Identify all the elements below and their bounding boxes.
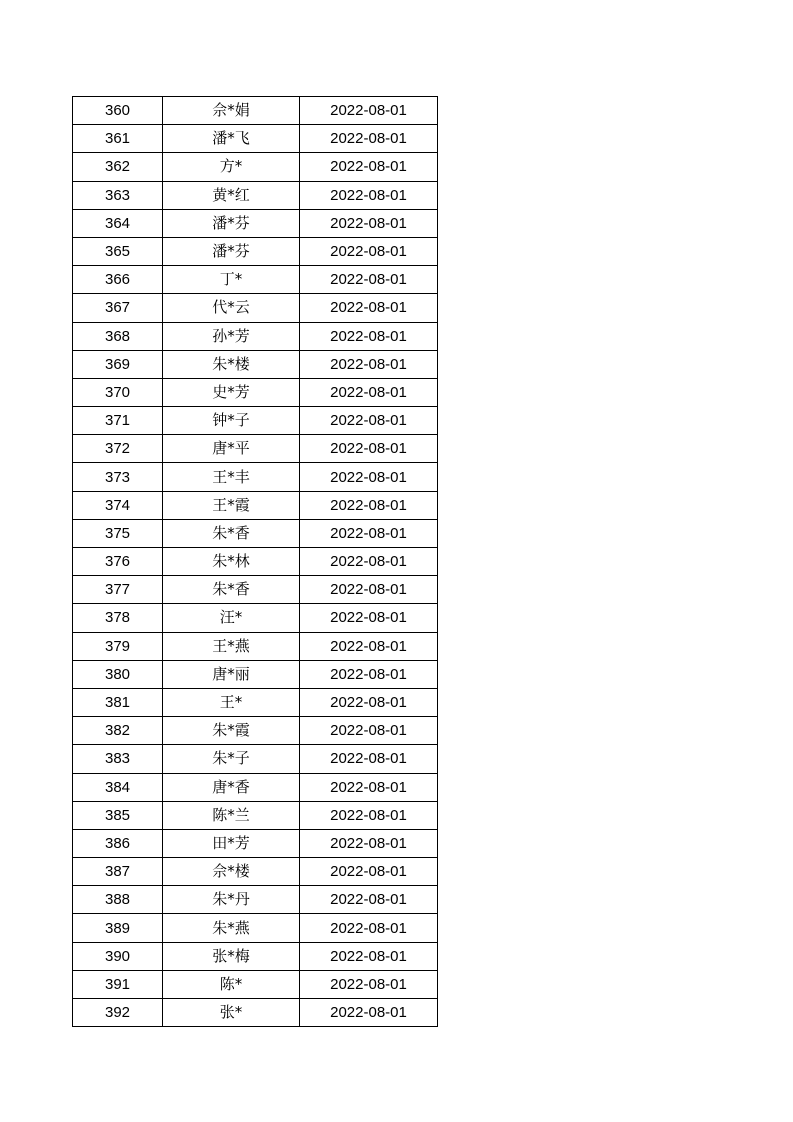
table-row: [73, 576, 438, 604]
table-row: [73, 378, 438, 406]
table-row: [73, 914, 438, 942]
table-row: [73, 350, 438, 378]
row-number-cell: 377: [73, 576, 163, 604]
name-cell: 朱*丹: [163, 886, 300, 914]
table-row: [73, 294, 438, 322]
table-row: [73, 688, 438, 716]
date-cell: 2022-08-01: [300, 970, 438, 998]
row-number-cell: 364: [73, 209, 163, 237]
row-number-cell: 362: [73, 153, 163, 181]
date-cell: 2022-08-01: [300, 322, 438, 350]
table-row: [73, 942, 438, 970]
name-cell: 唐*香: [163, 773, 300, 801]
table-row: [73, 829, 438, 857]
row-number-cell: 386: [73, 829, 163, 857]
row-number-cell: 382: [73, 717, 163, 745]
name-cell: 史*芳: [163, 378, 300, 406]
table-row: [73, 407, 438, 435]
date-cell: 2022-08-01: [300, 999, 438, 1027]
date-cell: 2022-08-01: [300, 463, 438, 491]
row-number-cell: 390: [73, 942, 163, 970]
date-cell: 2022-08-01: [300, 435, 438, 463]
table-row: [73, 604, 438, 632]
date-cell: 2022-08-01: [300, 548, 438, 576]
table-row: [73, 181, 438, 209]
date-cell: 2022-08-01: [300, 407, 438, 435]
name-cell: 朱*子: [163, 745, 300, 773]
table-row: [73, 801, 438, 829]
row-number-cell: 370: [73, 378, 163, 406]
row-number-cell: 367: [73, 294, 163, 322]
row-number-cell: 360: [73, 97, 163, 125]
name-cell: 代*云: [163, 294, 300, 322]
name-cell: 钟*子: [163, 407, 300, 435]
date-cell: 2022-08-01: [300, 688, 438, 716]
table-row: [73, 999, 438, 1027]
table-row: [73, 266, 438, 294]
table-row: [73, 548, 438, 576]
date-cell: 2022-08-01: [300, 209, 438, 237]
table-row: [73, 858, 438, 886]
name-cell: 田*芳: [163, 829, 300, 857]
table-row: [73, 773, 438, 801]
row-number-cell: 385: [73, 801, 163, 829]
table-row: [73, 660, 438, 688]
date-cell: 2022-08-01: [300, 858, 438, 886]
row-number-cell: 388: [73, 886, 163, 914]
date-cell: 2022-08-01: [300, 801, 438, 829]
name-cell: 孙*芳: [163, 322, 300, 350]
row-number-cell: 366: [73, 266, 163, 294]
table-row: [73, 463, 438, 491]
name-cell: 王*燕: [163, 632, 300, 660]
date-cell: 2022-08-01: [300, 153, 438, 181]
name-cell: 朱*楼: [163, 350, 300, 378]
row-number-cell: 374: [73, 491, 163, 519]
date-cell: 2022-08-01: [300, 942, 438, 970]
table-row: [73, 97, 438, 125]
name-cell: 陈*兰: [163, 801, 300, 829]
table-row: [73, 435, 438, 463]
date-cell: 2022-08-01: [300, 97, 438, 125]
name-cell: 张*梅: [163, 942, 300, 970]
table-row: [73, 237, 438, 265]
row-number-cell: 365: [73, 237, 163, 265]
table-row: [73, 519, 438, 547]
name-cell: 佘*楼: [163, 858, 300, 886]
date-cell: 2022-08-01: [300, 914, 438, 942]
date-cell: 2022-08-01: [300, 632, 438, 660]
name-cell: 朱*燕: [163, 914, 300, 942]
records-table-body: [73, 97, 438, 1027]
date-cell: 2022-08-01: [300, 237, 438, 265]
name-cell: 丁*: [163, 266, 300, 294]
row-number-cell: 361: [73, 125, 163, 153]
row-number-cell: 369: [73, 350, 163, 378]
date-cell: 2022-08-01: [300, 717, 438, 745]
date-cell: 2022-08-01: [300, 829, 438, 857]
name-cell: 潘*飞: [163, 125, 300, 153]
row-number-cell: 389: [73, 914, 163, 942]
date-cell: 2022-08-01: [300, 519, 438, 547]
date-cell: 2022-08-01: [300, 491, 438, 519]
name-cell: 潘*芬: [163, 209, 300, 237]
row-number-cell: 372: [73, 435, 163, 463]
row-number-cell: 381: [73, 688, 163, 716]
name-cell: 黄*红: [163, 181, 300, 209]
date-cell: 2022-08-01: [300, 181, 438, 209]
date-cell: 2022-08-01: [300, 294, 438, 322]
date-cell: 2022-08-01: [300, 773, 438, 801]
records-table: [72, 96, 438, 1027]
name-cell: 潘*芬: [163, 237, 300, 265]
name-cell: 唐*丽: [163, 660, 300, 688]
row-number-cell: 363: [73, 181, 163, 209]
name-cell: 陈*: [163, 970, 300, 998]
table-row: [73, 632, 438, 660]
date-cell: 2022-08-01: [300, 886, 438, 914]
table-row: [73, 717, 438, 745]
name-cell: 方*: [163, 153, 300, 181]
row-number-cell: 368: [73, 322, 163, 350]
name-cell: 张*: [163, 999, 300, 1027]
name-cell: 唐*平: [163, 435, 300, 463]
name-cell: 王*霞: [163, 491, 300, 519]
row-number-cell: 379: [73, 632, 163, 660]
row-number-cell: 373: [73, 463, 163, 491]
date-cell: 2022-08-01: [300, 266, 438, 294]
date-cell: 2022-08-01: [300, 745, 438, 773]
name-cell: 朱*香: [163, 576, 300, 604]
date-cell: 2022-08-01: [300, 576, 438, 604]
date-cell: 2022-08-01: [300, 125, 438, 153]
table-row: [73, 209, 438, 237]
name-cell: 汪*: [163, 604, 300, 632]
name-cell: 佘*娟: [163, 97, 300, 125]
row-number-cell: 375: [73, 519, 163, 547]
date-cell: 2022-08-01: [300, 378, 438, 406]
table-row: [73, 745, 438, 773]
date-cell: 2022-08-01: [300, 660, 438, 688]
table-row: [73, 970, 438, 998]
table-row: [73, 322, 438, 350]
row-number-cell: 384: [73, 773, 163, 801]
row-number-cell: 380: [73, 660, 163, 688]
table-row: [73, 153, 438, 181]
row-number-cell: 376: [73, 548, 163, 576]
row-number-cell: 378: [73, 604, 163, 632]
row-number-cell: 371: [73, 407, 163, 435]
row-number-cell: 392: [73, 999, 163, 1027]
date-cell: 2022-08-01: [300, 604, 438, 632]
table-row: [73, 886, 438, 914]
name-cell: 王*: [163, 688, 300, 716]
name-cell: 朱*霞: [163, 717, 300, 745]
name-cell: 朱*香: [163, 519, 300, 547]
row-number-cell: 391: [73, 970, 163, 998]
name-cell: 朱*林: [163, 548, 300, 576]
name-cell: 王*丰: [163, 463, 300, 491]
table-row: [73, 491, 438, 519]
table-row: [73, 125, 438, 153]
date-cell: 2022-08-01: [300, 350, 438, 378]
row-number-cell: 383: [73, 745, 163, 773]
row-number-cell: 387: [73, 858, 163, 886]
